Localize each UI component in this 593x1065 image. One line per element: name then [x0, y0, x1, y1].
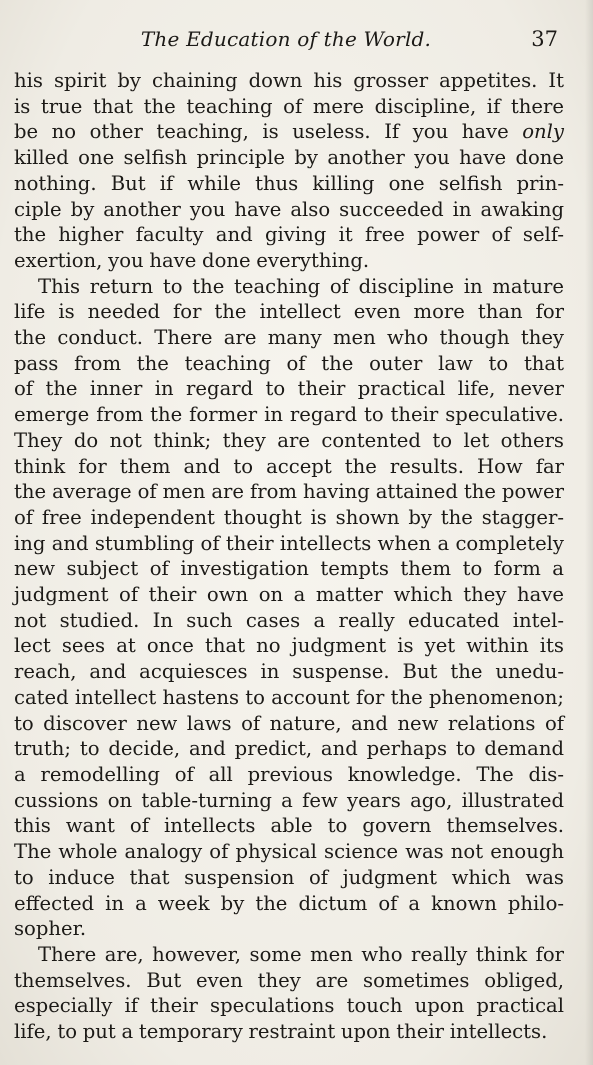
text-line: especially if their speculations touch upon practical [14, 994, 564, 1018]
text-line: killed one selfish principle by another you have done [14, 146, 564, 170]
text-line: new subject of investigation tempts them to form a [14, 557, 564, 581]
text-line: exertion, you have done everything. [14, 248, 370, 272]
text-line: not studied. In such cases a really educated intel- [14, 608, 564, 632]
text-line: a remodelling of all previous knowledge. The dis- [14, 762, 564, 786]
text-line: cussions on table-turning a few years ago, illustrated [14, 788, 564, 812]
text-line: the average of men are from having attained the power [14, 480, 564, 504]
text-line: ciple by another you have also succeeded in awaking [14, 197, 564, 221]
text-line: life, to put a temporary restraint upon their intellects. [14, 1020, 548, 1044]
paragraph [14, 274, 564, 942]
text-line: themselves. But even they are sometimes obliged, [14, 968, 564, 992]
text-line: truth; to decide, and predict, and perhaps to demand [14, 737, 564, 761]
text-line: sopher. [14, 917, 87, 941]
text-line: pass from the teaching of the outer law to that [14, 351, 564, 375]
text-line: judgment of their own on a matter which they have [14, 583, 564, 607]
text-line: the conduct. There are many men who though they [14, 326, 564, 350]
text-line: of the inner in regard to their practical life, never [14, 377, 564, 401]
paragraph [14, 942, 564, 1045]
text-line: the higher faculty and giving it free power of self- [14, 223, 564, 247]
text-line: to induce that suspension of judgment which was [14, 865, 564, 889]
text-line: emerge from the former in regard to their speculative. [14, 403, 564, 427]
body-text [14, 68, 564, 1045]
text-line: his spirit by chaining down his grosser appetites. It [14, 69, 564, 92]
page-header [14, 27, 558, 55]
text-line: is true that the teaching of mere discipline, if there [14, 94, 564, 118]
text-line: They do not think; they are contented to let others [14, 428, 564, 452]
text-line: life is needed for the intellect even more than for [14, 300, 564, 324]
text-line: There are, however, some men who really think for [38, 942, 564, 966]
paragraph [14, 68, 564, 274]
text-line: effected in a week by the dictum of a known philo- [14, 891, 564, 915]
running-title: The Education of the World. [140, 27, 432, 51]
text-line: reach, and acquiesces in suspense. But the unedu- [14, 660, 564, 684]
text-line: this want of intellects able to govern themselves. [14, 814, 564, 838]
text-line: think for them and to accept the results. How far [14, 454, 564, 478]
text-line: to discover new laws of nature, and new relations of [14, 711, 564, 735]
text-line: This return to the teaching of discipline in mature [38, 274, 564, 298]
text-line: nothing. But if while thus killing one selfish prin- [14, 171, 564, 195]
text-line: The whole analogy of physical science was not enough [14, 840, 564, 864]
text-line: ing and stumbling of their intellects when a completely [14, 531, 564, 555]
page-number: 37 [531, 27, 558, 51]
page-edge-shadow [585, 0, 593, 1065]
emphasis: only [522, 120, 564, 144]
text-line: lect sees at once that no judgment is yet within its [14, 634, 564, 658]
text-line: be no other teaching, is useless. If you have only [14, 120, 564, 144]
text-line: cated intellect hastens to account for the phenomenon; [14, 685, 564, 709]
text-line: of free independent thought is shown by the stagger- [14, 505, 564, 529]
